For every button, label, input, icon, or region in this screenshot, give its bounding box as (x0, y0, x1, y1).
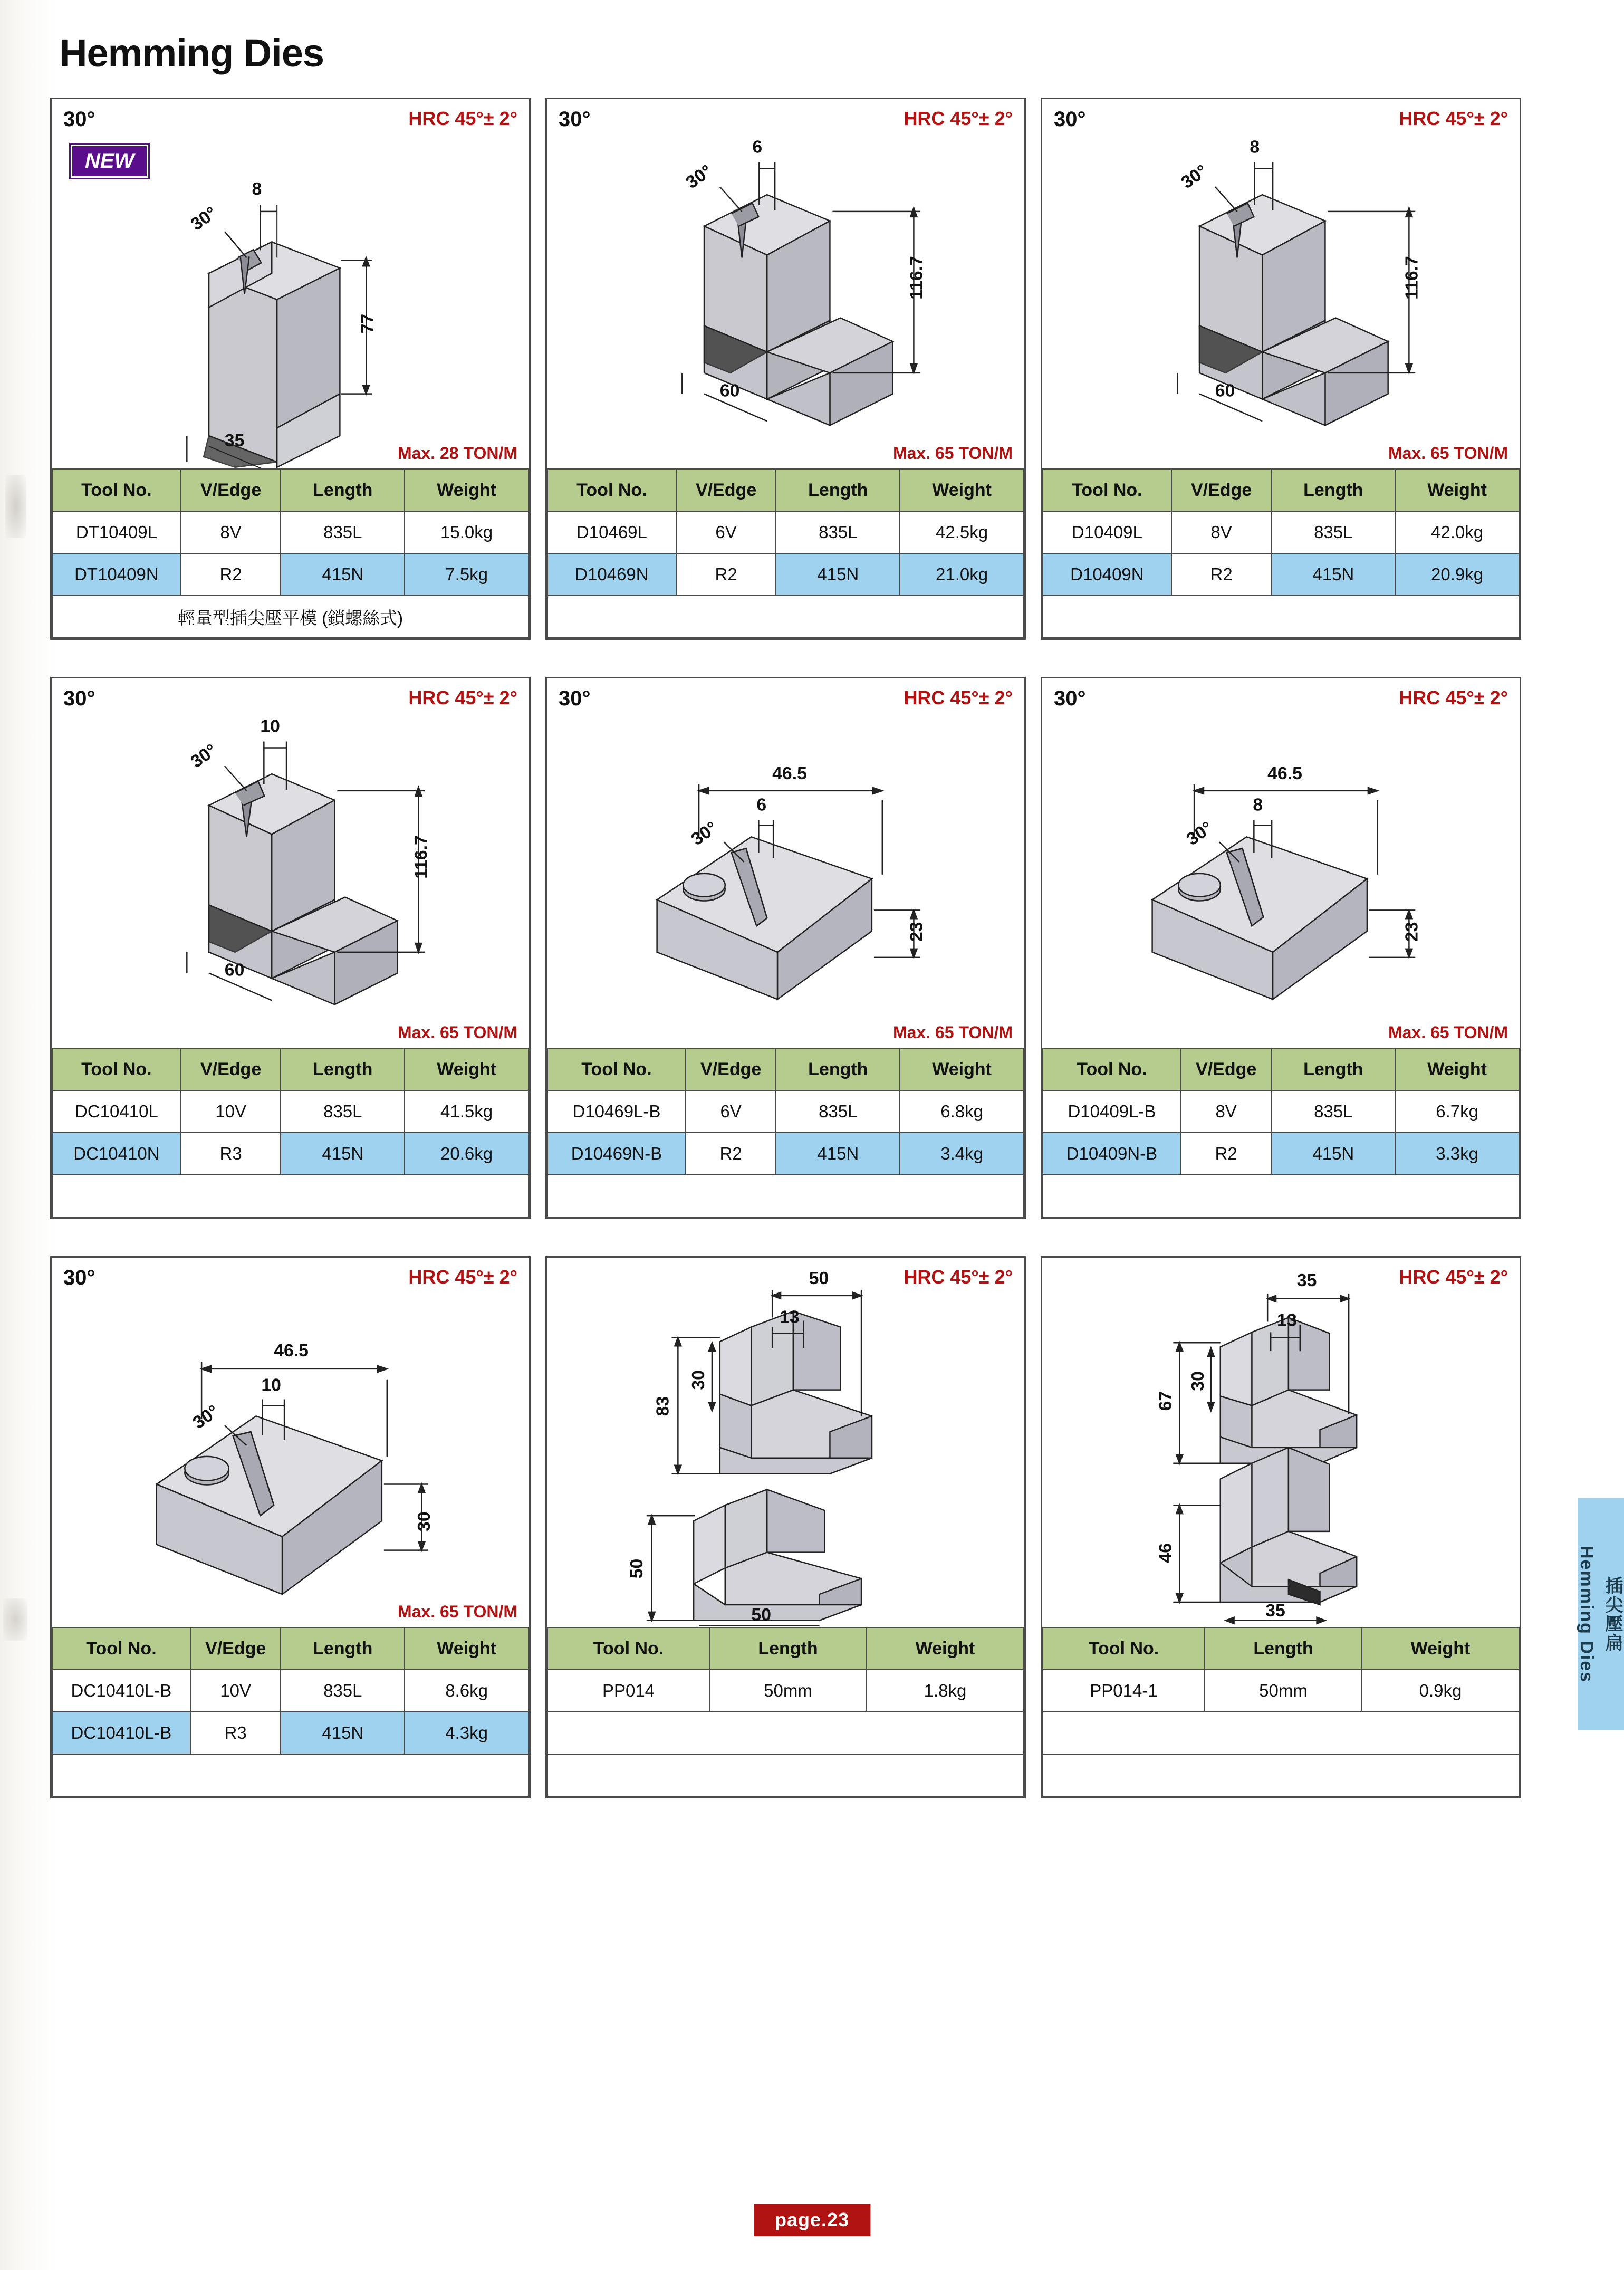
figure-pp014 (547, 1258, 1024, 1627)
hrc-label: HRC 45°± 2° (1399, 687, 1508, 708)
table-header-row (52, 1048, 528, 1090)
dim-w-top-35: 35 (1296, 1270, 1317, 1290)
col-weight: Weight (405, 1048, 528, 1090)
dim-angle-30: 30° (687, 817, 722, 850)
dim-width-46-5: 46.5 (274, 1340, 309, 1361)
dim-height-23: 23 (906, 922, 927, 942)
max-tonnage-label: Max. 65 TON/M (397, 1602, 517, 1621)
product-row-1 (50, 98, 1522, 640)
table-row (547, 1670, 1024, 1712)
cell-length: 835L (776, 511, 900, 553)
blank-cell (1043, 1175, 1519, 1217)
cell-length: 415N (1271, 1133, 1395, 1175)
product-card-pp014[interactable] (545, 1256, 1026, 1798)
product-card-d10409-b[interactable] (1041, 677, 1521, 1219)
page-title: Hemming Dies (59, 31, 324, 75)
cell-vedge: 6V (686, 1090, 776, 1133)
cell-weight: 7.5kg (405, 553, 528, 596)
hrc-label: HRC 45°± 2° (904, 687, 1013, 708)
cell-tool-no: D10409N (1043, 553, 1171, 596)
cell-tool-no: DC10410L-B (52, 1670, 190, 1712)
table-row (547, 1133, 1024, 1175)
col-length: Length (1271, 469, 1395, 511)
side-tab[interactable] (1578, 1498, 1624, 1730)
cell-weight: 21.0kg (900, 553, 1024, 596)
angle-label: 30° (1054, 687, 1086, 710)
table-row (547, 553, 1024, 596)
dim-angle-30: 30° (187, 203, 221, 235)
col-length: Length (281, 1048, 405, 1090)
max-tonnage-label: Max. 28 TON/M (397, 444, 517, 463)
spec-table-d10469-b (547, 1048, 1024, 1218)
blank-cell (1043, 1712, 1519, 1754)
angle-label: 30° (63, 687, 95, 710)
col-weight: Weight (867, 1627, 1024, 1670)
dim-angle-30: 30° (1183, 817, 1217, 850)
cell-vedge: R3 (181, 1133, 281, 1175)
dim-w-low-50: 50 (751, 1604, 771, 1625)
table-row (52, 553, 528, 596)
dim-angle-30: 30° (187, 740, 221, 772)
blank-cell (52, 1175, 528, 1217)
angle-label: 30° (559, 687, 591, 710)
hrc-label: HRC 45°± 2° (408, 108, 517, 129)
figure-d10409-b (1042, 678, 1520, 1048)
table-blank-row (547, 1754, 1024, 1796)
table-row (1043, 1670, 1519, 1712)
product-card-d10409[interactable] (1041, 98, 1521, 640)
table-header-row (1043, 1048, 1519, 1090)
hrc-label: HRC 45°± 2° (408, 1266, 517, 1288)
product-row-2 (50, 677, 1522, 1219)
col-tool-no: Tool No. (547, 1048, 686, 1090)
dim-slot-13: 13 (780, 1307, 800, 1327)
blank-cell (1043, 1754, 1519, 1796)
side-tab-label-en: Hemming Dies (1577, 1545, 1597, 1683)
col-tool-no: Tool No. (1043, 1048, 1181, 1090)
cell-length: 50mm (709, 1670, 867, 1712)
cell-vedge: 10V (190, 1670, 281, 1712)
product-row-3 (50, 1256, 1522, 1798)
cell-weight: 20.9kg (1395, 553, 1519, 596)
blank-cell (547, 596, 1024, 638)
cell-tool-no: D10409L-B (1043, 1090, 1181, 1133)
dim-width-60: 60 (224, 960, 245, 980)
angle-label: 30° (1054, 108, 1086, 131)
col-weight: Weight (1395, 469, 1519, 511)
cell-weight: 20.6kg (405, 1133, 528, 1175)
cell-length: 835L (281, 1670, 405, 1712)
dim-h-low-50: 50 (626, 1558, 647, 1579)
spec-table-dt10409 (52, 468, 529, 638)
cell-length: 50mm (1205, 1670, 1362, 1712)
spec-table-d10469 (547, 468, 1024, 638)
cell-tool-no: D10469L-B (547, 1090, 686, 1133)
dim-height-116-7: 116.7 (906, 256, 927, 300)
table-row (1043, 553, 1519, 596)
blank-cell (547, 1754, 1024, 1796)
product-card-d10469[interactable] (545, 98, 1026, 640)
angle-label: 30° (63, 108, 95, 131)
figure-dc10410 (52, 678, 529, 1048)
cell-length: 415N (281, 1712, 405, 1754)
cell-length: 415N (1271, 553, 1395, 596)
col-length: Length (281, 1627, 405, 1670)
figure-pp014-1 (1042, 1258, 1520, 1627)
table-header-row (52, 469, 528, 511)
page-number: page.23 (754, 2204, 870, 2236)
table-blank-row (1043, 1754, 1519, 1796)
note-text: 輕量型插尖壓平模 (鎖螺絲式) (52, 596, 528, 638)
dim-h-step-30: 30 (688, 1370, 709, 1390)
dim-angle-30: 30° (189, 1401, 223, 1433)
cell-tool-no: DC10410L (52, 1090, 181, 1133)
col-length: Length (776, 1048, 900, 1090)
col-length: Length (1205, 1627, 1362, 1670)
col-tool-no: Tool No. (52, 1048, 181, 1090)
product-grid (50, 98, 1522, 1835)
product-card-pp014-1[interactable] (1041, 1256, 1521, 1798)
dim-w-low-35: 35 (1265, 1600, 1285, 1621)
table-header-row (1043, 1627, 1519, 1670)
hrc-label: HRC 45°± 2° (904, 1266, 1013, 1288)
technical-drawing (547, 1258, 1024, 1627)
col-tool-no: Tool No. (547, 469, 676, 511)
dim-h-total-67: 67 (1155, 1391, 1176, 1411)
table-blank-row (547, 1175, 1024, 1217)
cell-length: 415N (281, 1133, 405, 1175)
table-header-row (1043, 469, 1519, 511)
cell-length: 835L (1271, 1090, 1395, 1133)
dim-h-low-46: 46 (1155, 1543, 1176, 1563)
cell-length: 415N (776, 1133, 900, 1175)
technical-drawing (547, 99, 1024, 468)
dim-angle-30: 30° (1177, 160, 1212, 193)
cell-length: 835L (281, 511, 405, 553)
cell-tool-no: DT10409N (52, 553, 181, 596)
table-blank-row (547, 596, 1024, 638)
table-blank-row (1043, 1712, 1519, 1754)
cell-tool-no: PP014-1 (1043, 1670, 1205, 1712)
product-card-dt10409[interactable] (50, 98, 531, 640)
table-blank-row (52, 1754, 528, 1796)
dim-top-8: 8 (252, 179, 262, 199)
cell-vedge: R3 (190, 1712, 281, 1754)
dim-slot-13: 13 (1277, 1310, 1297, 1330)
new-badge: NEW (71, 145, 148, 178)
technical-drawing (52, 99, 529, 468)
dim-width-60: 60 (719, 380, 740, 401)
dim-h-step-30: 30 (1187, 1371, 1208, 1391)
table-blank-row (1043, 596, 1519, 638)
cell-vedge: R2 (1181, 1133, 1272, 1175)
dim-h-total-83: 83 (652, 1396, 673, 1416)
max-tonnage-label: Max. 65 TON/M (1388, 444, 1508, 463)
table-header-row (52, 1627, 528, 1670)
cell-vedge: 8V (1181, 1090, 1272, 1133)
table-row (547, 511, 1024, 553)
table-blank-row (547, 1712, 1024, 1754)
table-header-row (547, 1627, 1024, 1670)
cell-vedge: 10V (181, 1090, 281, 1133)
col-vedge: V/Edge (686, 1048, 776, 1090)
max-tonnage-label: Max. 65 TON/M (1388, 1023, 1508, 1042)
cell-weight: 4.3kg (405, 1712, 528, 1754)
col-length: Length (281, 469, 405, 511)
blank-cell (1043, 596, 1519, 638)
col-tool-no: Tool No. (52, 1627, 190, 1670)
cell-vedge: R2 (686, 1133, 776, 1175)
spec-table-pp014-1 (1042, 1627, 1520, 1797)
table-blank-row (52, 1175, 528, 1217)
cell-weight: 6.7kg (1395, 1090, 1519, 1133)
cell-tool-no: D10469N-B (547, 1133, 686, 1175)
blank-cell (52, 1754, 528, 1796)
dim-angle-30: 30° (682, 160, 716, 193)
technical-drawing (1042, 678, 1520, 1048)
dim-top-8: 8 (1253, 794, 1263, 815)
table-header-row (547, 1048, 1024, 1090)
table-blank-row (1043, 1175, 1519, 1217)
spec-table-pp014 (547, 1627, 1024, 1797)
cell-length: 835L (281, 1090, 405, 1133)
cell-tool-no: DC10410L-B (52, 1712, 190, 1754)
technical-drawing (1042, 1258, 1520, 1627)
hrc-label: HRC 45°± 2° (1399, 108, 1508, 129)
cell-weight: 15.0kg (405, 511, 528, 553)
col-weight: Weight (1395, 1048, 1519, 1090)
cell-weight: 3.3kg (1395, 1133, 1519, 1175)
cell-vedge: 6V (676, 511, 776, 553)
figure-dt10409 (52, 99, 529, 468)
dim-width-35: 35 (224, 430, 245, 451)
spec-table-d10409 (1042, 468, 1520, 638)
col-weight: Weight (900, 1048, 1024, 1090)
spec-table-d10409-b (1042, 1048, 1520, 1218)
scan-artifact-left-top (5, 475, 26, 538)
product-card-dc10410-b[interactable] (50, 1256, 531, 1798)
cell-tool-no: DC10410N (52, 1133, 181, 1175)
dim-top-10: 10 (261, 1375, 281, 1395)
side-tab-label-zh: 插尖壓扁 (1602, 1576, 1622, 1652)
dim-height-116-7: 116.7 (1401, 256, 1422, 300)
cell-length: 415N (776, 553, 900, 596)
hrc-label: HRC 45°± 2° (408, 687, 517, 708)
dim-width-60: 60 (1215, 380, 1235, 401)
cell-vedge: 8V (1171, 511, 1272, 553)
col-tool-no: Tool No. (52, 469, 181, 511)
product-card-dc10410[interactable] (50, 677, 531, 1219)
cell-tool-no: D10469L (547, 511, 676, 553)
dim-top-6: 6 (752, 137, 763, 157)
cell-tool-no: PP014 (547, 1670, 709, 1712)
table-row (1043, 511, 1519, 553)
table-row (52, 1670, 528, 1712)
cell-weight: 42.0kg (1395, 511, 1519, 553)
cell-tool-no: D10469N (547, 553, 676, 596)
hrc-label: HRC 45°± 2° (904, 108, 1013, 129)
cell-length: 835L (776, 1090, 900, 1133)
cell-weight: 0.9kg (1362, 1670, 1519, 1712)
max-tonnage-label: Max. 65 TON/M (892, 1023, 1013, 1042)
dim-height-30: 30 (414, 1511, 435, 1531)
dim-top-8: 8 (1250, 137, 1260, 157)
angle-label: 30° (559, 108, 591, 131)
blank-cell (547, 1712, 1024, 1754)
cell-vedge: 8V (181, 511, 281, 553)
col-vedge: V/Edge (181, 1048, 281, 1090)
col-weight: Weight (405, 469, 528, 511)
col-weight: Weight (900, 469, 1024, 511)
table-note-row (52, 596, 528, 638)
technical-drawing (547, 678, 1024, 1048)
figure-d10469-b (547, 678, 1024, 1048)
cell-weight: 8.6kg (405, 1670, 528, 1712)
col-vedge: V/Edge (676, 469, 776, 511)
dim-width-46-5: 46.5 (772, 763, 807, 784)
cell-tool-no: D10409N-B (1043, 1133, 1181, 1175)
table-row (547, 1090, 1024, 1133)
table-header-row (547, 469, 1024, 511)
figure-dc10410-b (52, 1258, 529, 1627)
cell-weight: 41.5kg (405, 1090, 528, 1133)
figure-d10409 (1042, 99, 1520, 468)
cell-weight: 3.4kg (900, 1133, 1024, 1175)
dim-height-23: 23 (1401, 922, 1422, 942)
cell-length: 415N (281, 553, 405, 596)
max-tonnage-label: Max. 65 TON/M (892, 444, 1013, 463)
col-length: Length (1271, 1048, 1395, 1090)
max-tonnage-label: Max. 65 TON/M (397, 1023, 517, 1042)
table-row (52, 1090, 528, 1133)
col-vedge: V/Edge (1181, 1048, 1272, 1090)
cell-length: 835L (1271, 511, 1395, 553)
hrc-label: HRC 45°± 2° (1399, 1266, 1508, 1288)
technical-drawing (1042, 99, 1520, 468)
spec-table-dc10410-b (52, 1627, 529, 1797)
col-length: Length (776, 469, 900, 511)
scan-artifact-left-bottom (3, 1598, 27, 1641)
col-tool-no: Tool No. (1043, 469, 1171, 511)
dim-height-77: 77 (357, 313, 378, 334)
cell-vedge: R2 (1171, 553, 1272, 596)
dim-top-6: 6 (756, 794, 767, 815)
table-row (1043, 1090, 1519, 1133)
spec-table-dc10410 (52, 1048, 529, 1218)
dim-height-116-7: 116.7 (411, 835, 431, 879)
table-row (52, 1133, 528, 1175)
dim-top-10: 10 (260, 716, 280, 736)
table-row (52, 511, 528, 553)
cell-tool-no: DT10409L (52, 511, 181, 553)
blank-cell (547, 1175, 1024, 1217)
cell-weight: 42.5kg (900, 511, 1024, 553)
col-vedge: V/Edge (1171, 469, 1272, 511)
cell-vedge: R2 (676, 553, 776, 596)
cell-vedge: R2 (181, 553, 281, 596)
technical-drawing (52, 678, 529, 1048)
col-length: Length (709, 1627, 867, 1670)
col-weight: Weight (1362, 1627, 1519, 1670)
angle-label: 30° (63, 1266, 95, 1289)
product-card-d10469-b[interactable] (545, 677, 1026, 1219)
dim-width-46-5: 46.5 (1267, 763, 1302, 784)
col-tool-no: Tool No. (547, 1627, 709, 1670)
dim-w-top-50: 50 (809, 1268, 829, 1288)
col-vedge: V/Edge (181, 469, 281, 511)
col-weight: Weight (405, 1627, 528, 1670)
cell-weight: 1.8kg (867, 1670, 1024, 1712)
technical-drawing (52, 1258, 529, 1627)
figure-d10469 (547, 99, 1024, 468)
col-vedge: V/Edge (190, 1627, 281, 1670)
cell-weight: 6.8kg (900, 1090, 1024, 1133)
table-row (52, 1712, 528, 1754)
cell-tool-no: D10409L (1043, 511, 1171, 553)
col-tool-no: Tool No. (1043, 1627, 1205, 1670)
table-row (1043, 1133, 1519, 1175)
